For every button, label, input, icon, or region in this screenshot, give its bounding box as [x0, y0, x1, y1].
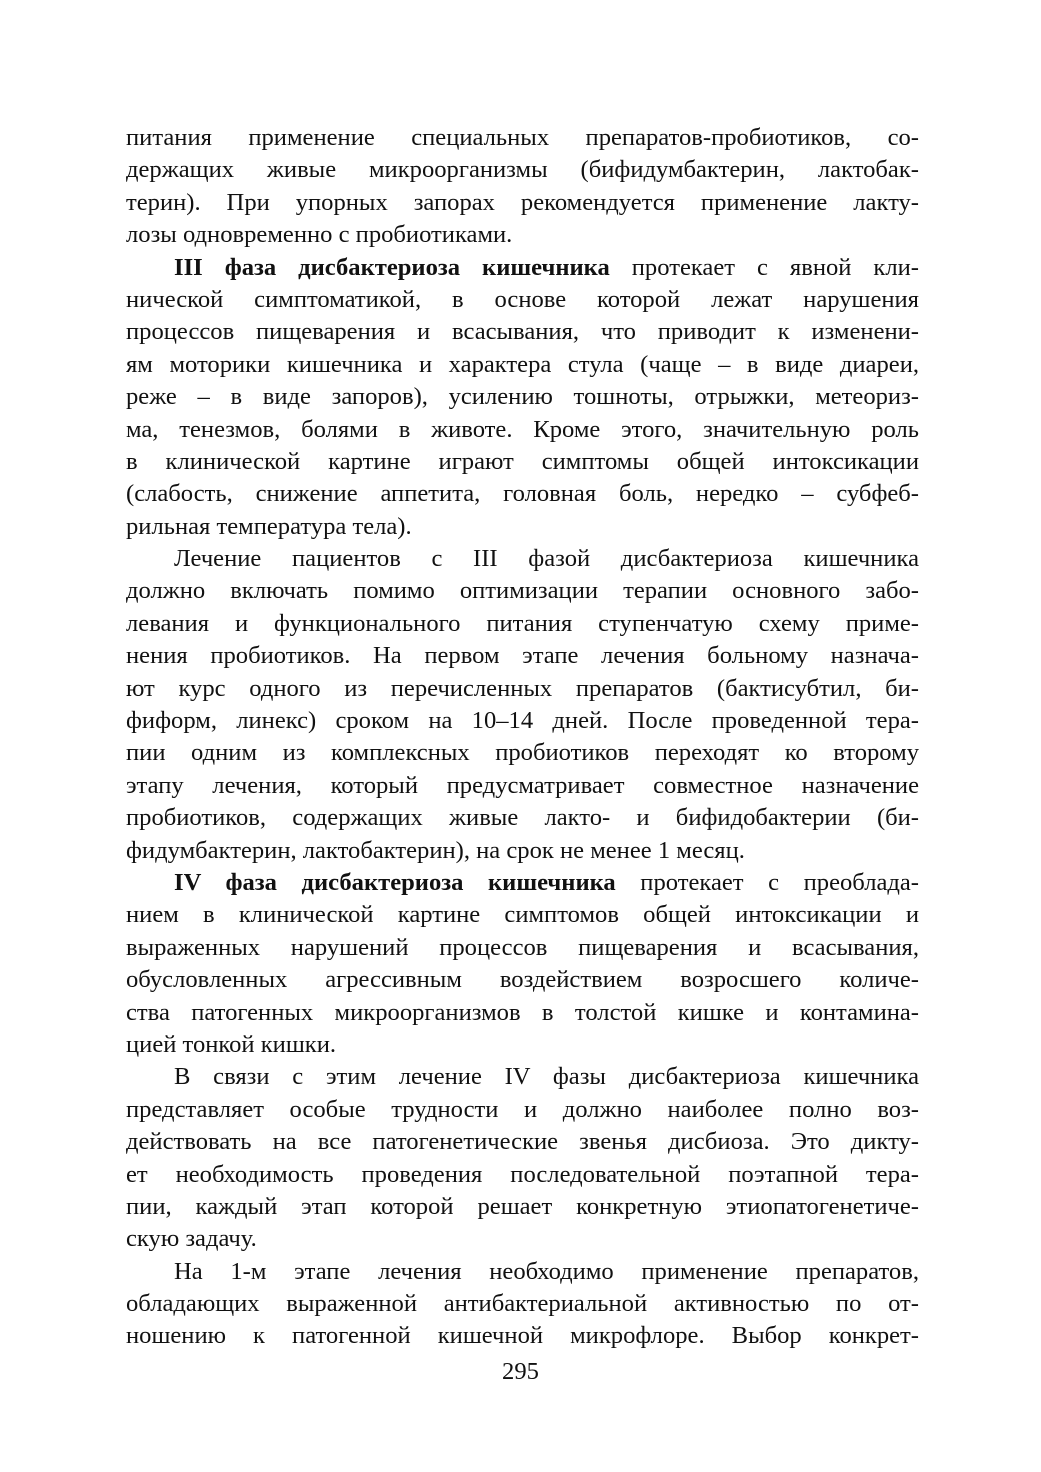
- text-line: обусловленных агрессивным воздействием возросшего количе-: [126, 966, 919, 994]
- text-line: обладающих выраженной антибактериальной активностью по от-: [126, 1290, 919, 1318]
- text-line: ям моторики кишечника и характера стула (чаще – в виде диареи,: [126, 350, 919, 378]
- text-line: нием в клинической картине симптомов общей интоксикации и: [126, 901, 919, 929]
- text-line: фидумбактерин, лактобактерин), на срок не менее 1 месяц.: [126, 836, 745, 864]
- text-run: протекает с явной кли-: [609, 253, 919, 281]
- text-line: [126, 252, 919, 284]
- page-number: 295: [502, 1358, 539, 1385]
- bold-heading-phase-4: IV фаза дисбактериоза кишечника: [174, 868, 616, 896]
- text-line: ет необходимость проведения последовательной поэтапной тера-: [126, 1160, 919, 1188]
- text-line: [126, 867, 919, 899]
- text-line: в клинической картине играют симптомы общей интоксикации: [126, 447, 919, 475]
- text-line: пии, каждый этап которой решает конкретную этиопатогенетиче-: [126, 1192, 919, 1220]
- text-line: нения пробиотиков. На первом этапе лечения больному назнача-: [126, 642, 919, 670]
- paragraph-6: [126, 1256, 919, 1353]
- text-line: цией тонкой кишки.: [126, 1030, 337, 1058]
- body-text: [126, 122, 919, 1353]
- paragraph-3: [126, 543, 919, 867]
- text-line: реже – в виде запоров), усилению тошноты, отрыжки, метеориз-: [126, 383, 919, 411]
- text-line: процессов пищеварения и всасывания, что приводит к изменени-: [126, 318, 919, 346]
- text-line: В связи с этим лечение IV фазы дисбактериоза кишечника: [174, 1063, 919, 1091]
- text-line: левания и функционального питания ступенчатую схему приме-: [126, 609, 919, 637]
- text-line: представляет особые трудности и должно наиболее полно воз-: [126, 1095, 919, 1123]
- text-line: действовать на все патогенетические звенья дисбиоза. Это дикту-: [126, 1128, 919, 1156]
- text-line: фиформ, линекс) сроком на 10–14 дней. После проведенной тера-: [126, 707, 919, 735]
- text-line: держащих живые микроорганизмы (бифидумбактерин, лактобак-: [126, 156, 919, 184]
- text-run: протекает с преоблада-: [615, 868, 919, 896]
- text-line: выраженных нарушений процессов пищеварения и всасывания,: [126, 933, 919, 961]
- paragraph-2: [126, 252, 919, 544]
- text-line: рильная температура тела).: [126, 512, 412, 540]
- text-line: (слабость, снижение аппетита, головная боль, нередко – субфеб-: [126, 480, 919, 508]
- text-line: пробиотиков, содержащих живые лакто- и бифидобактерии (би-: [126, 804, 919, 832]
- text-line: пии одним из комплексных пробиотиков переходят ко второму: [126, 739, 919, 767]
- text-line: ма, тенезмов, болями в животе. Кроме этого, значительную роль: [126, 415, 919, 443]
- text-line: питания применение специальных препаратов-пробиотиков, со-: [126, 124, 919, 151]
- text-line: ства патогенных микроорганизмов в толстой кишке и контамина-: [126, 998, 919, 1026]
- text-line: этапу лечения, который предусматривает совместное назначение: [126, 771, 919, 799]
- text-line: Лечение пациентов с III фазой дисбактериоза кишечника: [174, 545, 919, 573]
- paragraph-5: [126, 1061, 919, 1255]
- text-line: должно включать помимо оптимизации терапии основного забо-: [126, 577, 919, 605]
- text-line: терин). При упорных запорах рекомендуется применение лакту-: [126, 188, 919, 216]
- bold-heading-phase-3: III фаза дисбактериоза кишечника: [174, 253, 610, 281]
- text-line: нической симптоматикой, в основе которой лежат нарушения: [126, 285, 919, 313]
- text-line: ношению к патогенной кишечной микрофлоре. Выбор конкрет-: [126, 1322, 919, 1350]
- text-line: лозы одновременно с пробиотиками.: [126, 221, 513, 249]
- text-line: скую задачу.: [126, 1225, 257, 1253]
- paragraph-4: [126, 867, 919, 1061]
- text-line: ют курс одного из перечисленных препаратов (бактисубтил, би-: [126, 674, 919, 702]
- paragraph-1: [126, 122, 919, 252]
- text-line: На 1-м этапе лечения необходимо применение препаратов,: [174, 1257, 919, 1285]
